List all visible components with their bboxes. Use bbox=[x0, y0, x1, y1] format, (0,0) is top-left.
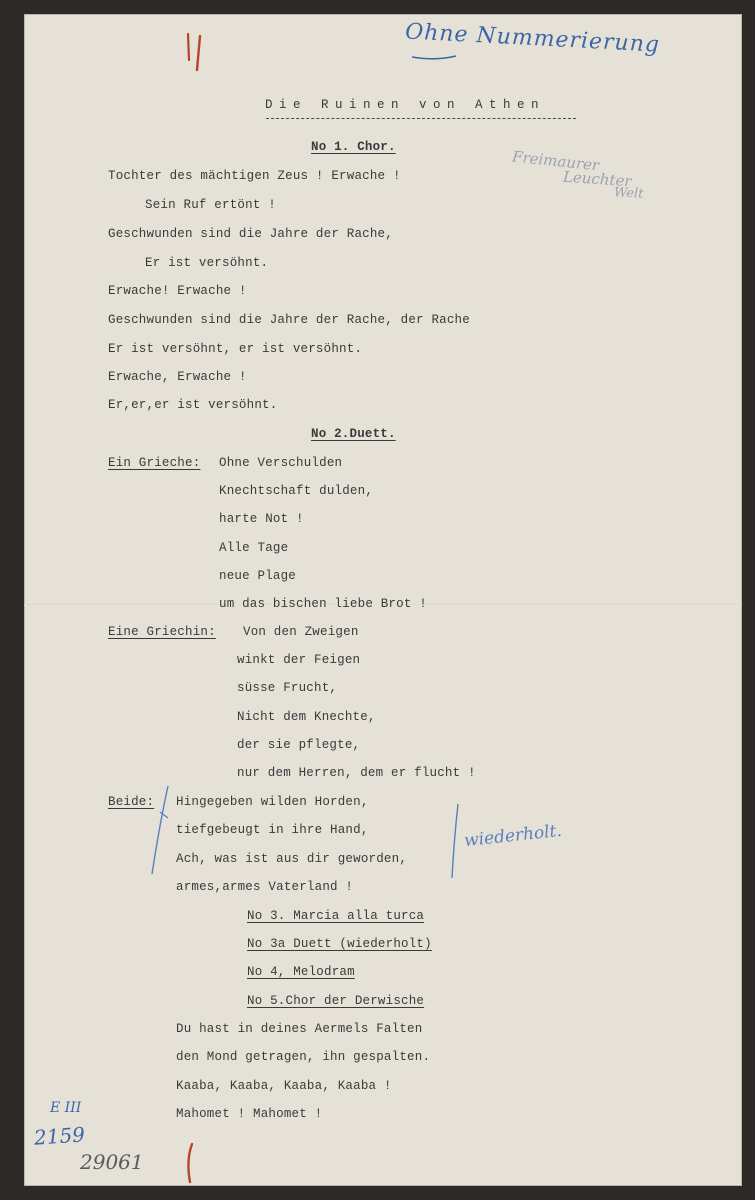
pencil-note-line-2: Leuchter bbox=[562, 167, 633, 191]
handwritten-top-note: Ohne Nummerierung bbox=[404, 19, 661, 58]
beide-line: armes,armes Vaterland ! bbox=[176, 880, 354, 894]
archive-mark-number-1: 2159 bbox=[33, 1122, 86, 1150]
griechin-line: winkt der Feigen bbox=[237, 653, 361, 667]
griechin-line: Von den Zweigen bbox=[243, 625, 359, 639]
derwische-line: den Mond getragen, ihn gespalten. bbox=[176, 1050, 431, 1064]
speaker-label-griechin: Eine Griechin: bbox=[108, 625, 216, 639]
grieche-line: Alle Tage bbox=[219, 541, 289, 555]
speaker-label-grieche: Ein Grieche: bbox=[108, 456, 201, 470]
underline-stroke-icon bbox=[410, 52, 460, 62]
griechin-line: der sie pflegte, bbox=[237, 738, 361, 752]
blue-bracket-left-icon bbox=[146, 782, 176, 882]
speaker-label-beide: Beide: bbox=[108, 795, 155, 809]
title-dashed-underline bbox=[266, 118, 576, 119]
chor-line: Er ist versöhnt, er ist versöhnt. bbox=[108, 342, 363, 356]
red-margin-mark-icon bbox=[180, 30, 210, 74]
beide-line: Hingegeben wilden Horden, bbox=[176, 795, 369, 809]
griechin-line: süsse Frucht, bbox=[237, 681, 338, 695]
griechin-line: nur dem Herren, dem er flucht ! bbox=[237, 766, 476, 780]
pencil-note-line-3: Welt bbox=[613, 185, 644, 202]
derwische-line: Du hast in deines Aermels Falten bbox=[176, 1022, 423, 1036]
beide-line: tiefgebeugt in ihre Hand, bbox=[176, 823, 369, 837]
handwritten-wiederholt-note: wiederholt. bbox=[463, 820, 563, 852]
number-item-5: No 5.Chor der Derwische bbox=[247, 994, 425, 1008]
chor-line: Geschwunden sind die Jahre der Rache, bbox=[108, 227, 393, 241]
chor-line: Geschwunden sind die Jahre der Rache, der Rache bbox=[108, 313, 470, 327]
chor-line: Er,er,er ist versöhnt. bbox=[108, 398, 278, 412]
chor-line: Sein Ruf ertönt ! bbox=[145, 198, 276, 212]
archive-mark-roman: E III bbox=[50, 1100, 82, 1116]
beide-line: Ach, was ist aus dir geworden, bbox=[176, 852, 408, 866]
grieche-line: neue Plage bbox=[219, 569, 297, 583]
chor-line: Erwache! Erwache ! bbox=[108, 284, 247, 298]
number-item-3a: No 3a Duett (wiederholt) bbox=[247, 937, 432, 951]
archive-mark-number-2: 29061 bbox=[80, 1150, 144, 1174]
derwische-line: Mahomet ! Mahomet ! bbox=[176, 1107, 323, 1121]
section-heading-no2: No 2.Duett. bbox=[311, 427, 396, 441]
blue-bracket-right-icon bbox=[446, 800, 466, 882]
number-item-3: No 3. Marcia alla turca bbox=[247, 909, 425, 923]
chor-line: Er ist versöhnt. bbox=[145, 256, 269, 270]
grieche-line: Knechtschaft dulden, bbox=[219, 484, 374, 498]
pencil-note-line-1: Freimaurer bbox=[511, 147, 601, 175]
chor-line: Erwache, Erwache ! bbox=[108, 370, 247, 384]
grieche-line: harte Not ! bbox=[219, 512, 304, 526]
griechin-line: Nicht dem Knechte, bbox=[237, 710, 376, 724]
section-heading-no1: No 1. Chor. bbox=[311, 140, 396, 154]
red-bottom-mark-icon bbox=[180, 1142, 200, 1186]
grieche-line: um das bischen liebe Brot ! bbox=[219, 597, 427, 611]
chor-line: Tochter des mächtigen Zeus ! Erwache ! bbox=[108, 169, 401, 183]
page-title: Die Ruinen von Athen bbox=[265, 98, 546, 112]
number-item-4: No 4, Melodram bbox=[247, 965, 355, 979]
derwische-line: Kaaba, Kaaba, Kaaba, Kaaba ! bbox=[176, 1079, 392, 1093]
grieche-line: Ohne Verschulden bbox=[219, 456, 343, 470]
